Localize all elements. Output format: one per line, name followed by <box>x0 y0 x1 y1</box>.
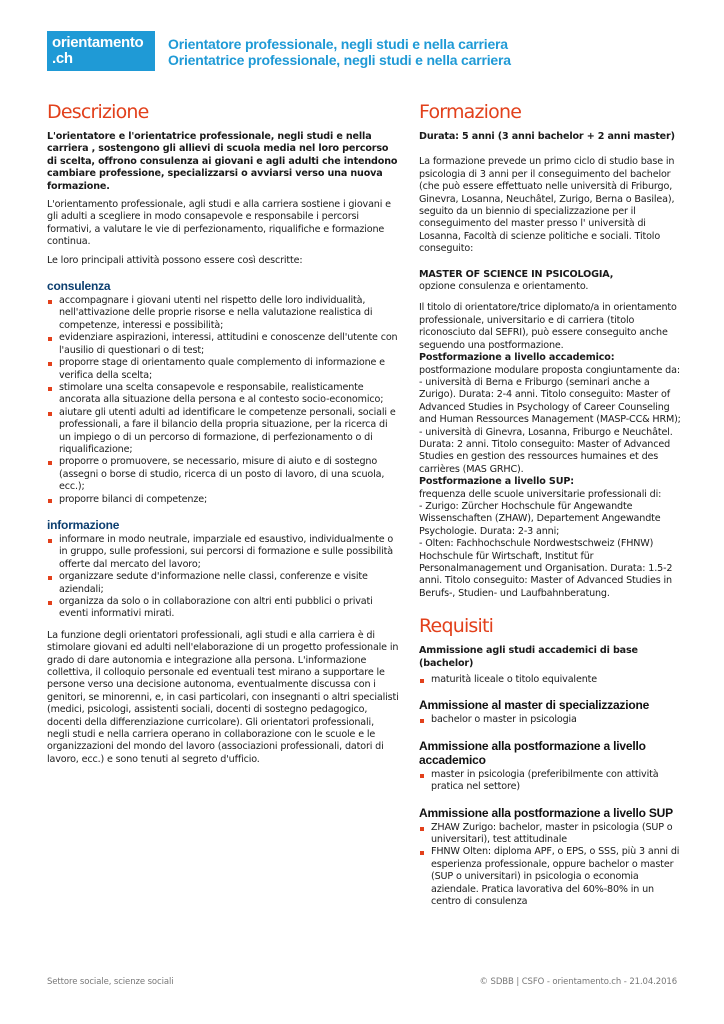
list-item: proporre stage di orientamento quale complemento di informazione e verifica della scelta; <box>47 357 399 382</box>
site-logo[interactable] <box>47 31 155 71</box>
text-line: postformazione modulare proposta congiuntamente da: <box>419 364 680 376</box>
list-item: bachelor o master in psicologia <box>419 714 681 726</box>
closing-paragraph: La funzione degli orientatori professionali, agli studi e alla carriera è di stimolare giovani ed adulti nell'elaborazione di un progetto professionale in grado di dare autonomia e integrazione alla persona. L'informazione collettiva, il colloquio personale ed eventuali test mirano a supportare le persone verso una decisione autonoma, eventualmente discussa con i genitori, se minorenni, e, in casi particolari, con insegnanti o altri specialisti (medici, psicologi, assistenti sociali, docenti di sostegno pedagogico, docenti della differenziazione curricolare). Gli orientatori professionali, negli studi e nella carriera operano in collaborazione con le scuole e le organizzazioni del mondo del lavoro (associazioni professionali, datori di lavoro, ecc.) e sono tenuti al segreto d'ufficio. <box>47 629 399 765</box>
list-item: proporre bilanci di competenze; <box>47 494 399 506</box>
title-male: Orientatore professionale, negli studi e nella carriera <box>168 36 508 52</box>
requisiti-list-postformazione-sup <box>419 822 681 909</box>
requisiti-heading-bachelor: Ammissione agli studi accademici di base (bachelor) <box>419 645 638 669</box>
left-column <box>47 100 399 766</box>
list-item: informare in modo neutrale, imparziale ed esaustivo, individualmente o in gruppo, sulle professioni, sui percorsi di formazione e sulle possibilità offerte dal mercato del lavoro; <box>47 534 399 571</box>
duration-text: Durata: 5 anni (3 anni bachelor + 2 anni master) <box>419 131 675 142</box>
postformazione-paragraph: Il titolo di orientatore/trice diplomato/a in orientamento professionale, universitario e di carriera (titolo riconosciuto dal SEFRI), può essere conseguito anche seguendo una postformazione. <box>419 302 677 351</box>
footer-category: Settore sociale, scienze sociali <box>47 977 174 987</box>
requisiti-list-postformazione-accademica <box>419 769 681 794</box>
requisiti-list-bachelor <box>419 674 681 686</box>
title-female: Orientatrice professionale, negli studi e nella carriera <box>168 52 511 68</box>
subheading-consulenza: consulenza <box>47 279 111 294</box>
text-line: - Olten: Fachhochschule Nordwestschweiz (FHNW) Hochschule für Wirtschaft, Institut für Personalmanagement und Organisation. Durata: 1.5-2 anni. Titolo conseguito: Master of Advanced Studies in Berufs-, Studien- und Laufbahnberatung. <box>419 538 673 599</box>
requisiti-list-master <box>419 714 681 726</box>
requisiti-heading-postformazione-accademica: Ammissione alla postformazione a livello accademico <box>419 738 646 767</box>
postformazione-accademico-title: Postformazione a livello accademico: <box>419 352 615 364</box>
master-title: MASTER OF SCIENCE IN PSICOLOGIA, <box>419 268 614 280</box>
text-line: - università di Berna e Friburgo (seminari anche a Zurigo). Durata: 2-4 anni. Titolo conseguito: Master of Advanced Studies in Psychology of Career Counseling and Human Ressources Management (MASP-CC& HRM); <box>419 376 681 426</box>
requisiti-heading-master: Ammissione al master di specializzazione <box>419 698 650 713</box>
intro-paragraph-2: Le loro principali attività possono essere così descritte: <box>47 254 303 266</box>
intro-paragraph: L'orientamento professionale, agli studi e alla carriera sostiene i giovani e gli adulti a scegliere in modo consapevole e responsabile i percorsi formativi, a valutare le vie di perfezionamento, riqualifiche e formazione continua. <box>47 199 391 248</box>
requisiti-heading-postformazione-sup: Ammissione alla postformazione a livello SUP <box>419 805 673 820</box>
formazione-paragraph: La formazione prevede un primo ciclo di studio base in psicologia di 3 anni per il conseguimento del bachelor (che può essere effettuato nelle università di Friburgo, Ginevra, Losanna, Neuchâtel, Zurigo, Berna o Basilea), seguito da un biennio di specializzazione per il conseguimento del master presso l' università di Losanna, Facoltà di scienze politiche e sociali. Titolo conseguito: <box>419 156 675 255</box>
section-title-descrizione: Descrizione <box>47 101 149 123</box>
right-column <box>419 100 681 909</box>
informazione-list <box>47 534 399 621</box>
text-line: - Zurigo: Zürcher Hochschule für Angewandte Wissenschaften (ZHAW), Departement Angewandte Psychologie. Durata: 2-3 anni; <box>419 500 661 537</box>
text-line: frequenza delle scuole universitarie professionali di: <box>419 488 662 500</box>
list-item: ZHAW Zurigo: bachelor, master in psicologia (SUP o universitari), test attitudinale <box>419 822 681 847</box>
lead-paragraph: L'orientatore e l'orientatrice professionale, negli studi e nella carriera , sostengono gli allievi di scuola media nel loro percorso di scelta, offrono consulenza ai giovani e agli adulti che intendono cambiare professione, specializzarsi o avviarsi verso una nuova formazione. <box>47 131 398 192</box>
list-item: FHNW Olten: diploma APF, o EPS, o SSS, più 3 anni di esperienza professionale, oppure bachelor o master (SUP o universitari) in psicologia o economia aziendale. Pratica lavorativa del 60%-80% in un centro di consulenza <box>419 846 681 908</box>
list-item: organizzare sedute d'informazione nelle classi, conferenze e visite aziendali; <box>47 571 399 596</box>
list-item: maturità liceale o titolo equivalente <box>419 674 681 686</box>
logo-line1: orientamento <box>52 34 144 51</box>
subheading-informazione: informazione <box>47 517 120 532</box>
logo-line2: .ch <box>52 50 73 67</box>
postformazione-sup-title: Postformazione a livello SUP: <box>419 476 574 488</box>
document-header <box>168 36 511 68</box>
list-item: stimolare una scelta consapevole e responsabile, realisticamente ancorata alla situazione della persona e al contesto socio-economico; <box>47 382 399 407</box>
list-item: aiutare gli utenti adulti ad identificare le competenze personali, sociali e professionali, a fare il bilancio della propria situazione, per la ricerca di un impiego o di un percorso di formazione, di perfezionamento o di riqualificazione; <box>47 407 399 457</box>
section-title-formazione: Formazione <box>419 101 522 123</box>
text-line: - università di Ginevra, Losanna, Friburgo e Neuchâtel. Durata: 2 anni. Titolo conseguito: Master of Advanced Studies en gestion des ressources humaines et des carrières (MAS GRHC). <box>419 426 673 475</box>
footer-copyright: © SDBB | CSFO - orientamento.ch - 21.04.2016 <box>479 977 677 987</box>
master-subtitle: opzione consulenza e orientamento. <box>419 281 589 293</box>
list-item: evidenziare aspirazioni, interessi, attitudini e conoscenze dell'utente con l'ausilio di questionari o di test; <box>47 332 399 357</box>
list-item: proporre o promuovere, se necessario, misure di aiuto e di sostegno (assegni o borse di studio, ricerca di un posto di lavoro, di una scuola, ecc.); <box>47 456 399 493</box>
postformazione-accademico-text <box>419 365 681 477</box>
list-item: master in psicologia (preferibilmente con attività pratica nel settore) <box>419 769 681 794</box>
list-item: accompagnare i giovani utenti nel rispetto delle loro individualità, nell'attivazione delle proprie risorse e nella valutazione realistica di competenze, interessi e possibilità; <box>47 295 399 332</box>
postformazione-sup-text <box>419 489 681 601</box>
section-title-requisiti: Requisiti <box>419 615 494 638</box>
consulenza-list <box>47 295 399 506</box>
list-item: organizza da solo o in collaborazione con altri enti pubblici o privati eventi informativi mirati. <box>47 596 399 621</box>
